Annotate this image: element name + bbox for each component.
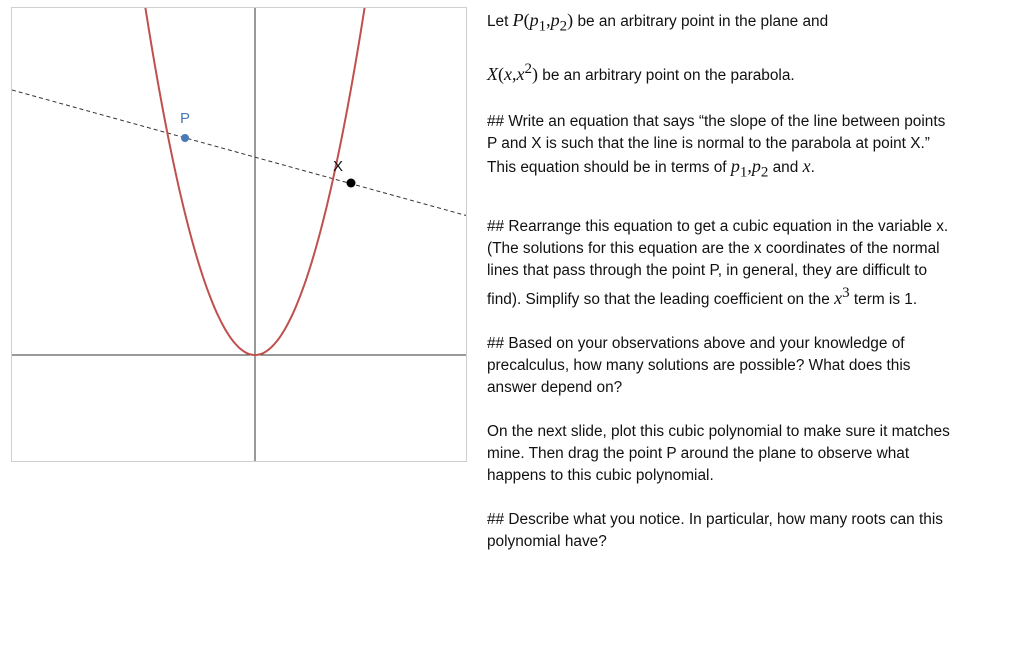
point-x[interactable] [347,179,356,188]
question-cubic-equation: ## Rearrange this equation to get a cubic equation in the variable x. (The solutions for this equation are the x coordinates of the normal lines that pass through the point P, in general, they are difficult to find). Simplify so that the leading coefficient on the $x^3$ term is 1. [487,218,949,309]
question-normal-equation: ## Write an equation that says “the slope of the line between points P and X is such that the line is normal to the parabola at point X.” This equation should be in terms of $p_1,p_2$ and x. [487,112,946,181]
question-describe-roots: ## Describe what you notice. In particular, how many roots can this polynomial have? [487,511,943,551]
graph-svg [12,8,467,462]
point-x-label: X [333,158,344,175]
point-p[interactable] [181,134,189,142]
intro-point-p: Let $P(p_1,p_2)$ be an arbitrary point in the plane and [487,10,829,35]
parabola-curve [139,8,373,355]
point-p-label: P [180,110,191,127]
normal-line [12,90,467,216]
question-solutions-count: ## Based on your observations above and your knowledge of precalculus, how many solutions are possible? What does this answer depend on? [487,335,911,397]
instructions-next-slide: On the next slide, plot this cubic polynomial to make sure it matches mine. Then drag the point P around the plane to observe what happens to this cubic polynomial. [487,423,950,485]
graph-canvas[interactable] [11,7,467,462]
text-panel [487,8,957,553]
intro-point-x: $X(x,x^2)$ be an arbitrary point on the parabola. [487,60,795,84]
